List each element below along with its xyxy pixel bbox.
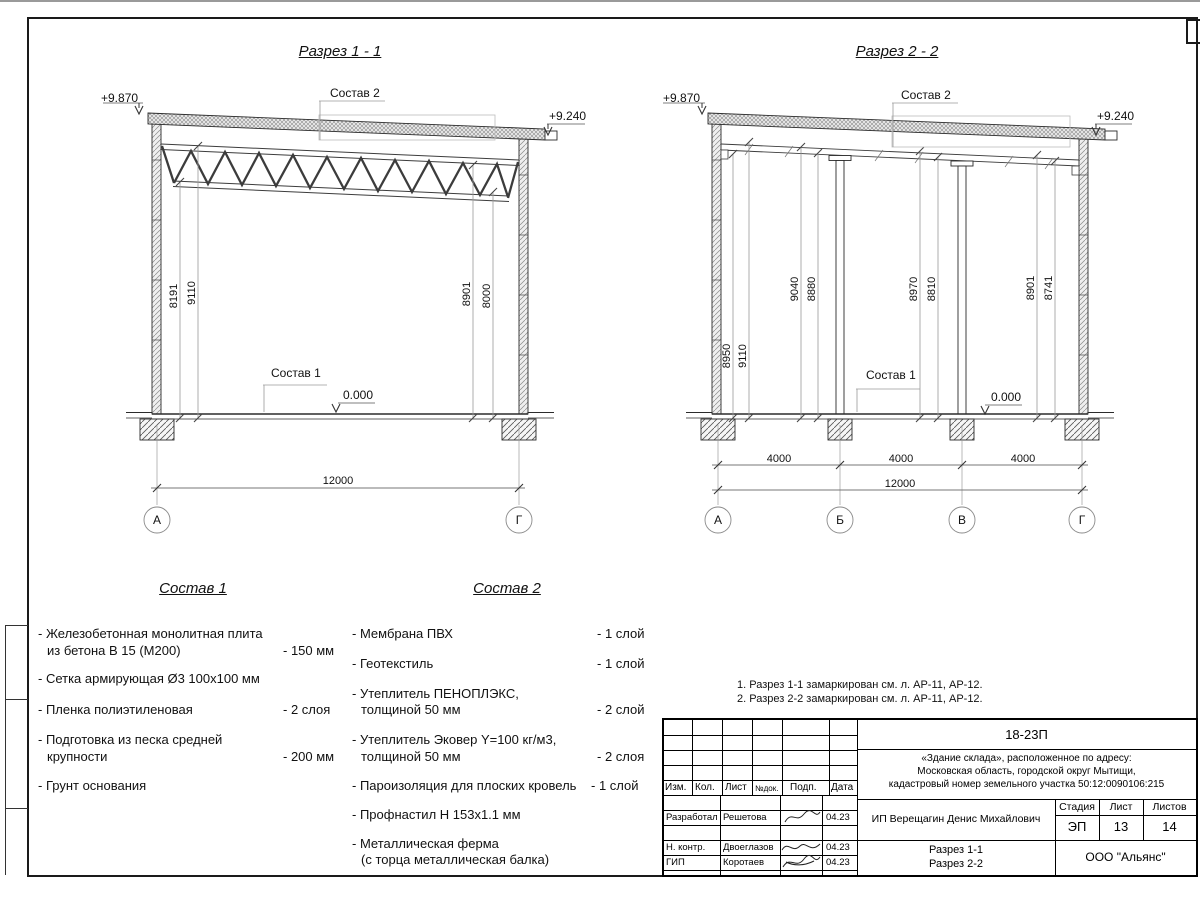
stage-value: ЭП	[1067, 819, 1087, 834]
zero-mark-label: 0.000	[343, 388, 374, 402]
margin-strip-divider	[5, 699, 28, 700]
sostav2-title: Состав 2	[473, 580, 541, 597]
list-item-value: - 1 слой	[597, 656, 645, 671]
span-dim-label: 4000	[766, 453, 792, 465]
axis-bubbles	[705, 507, 1095, 533]
margin-strip-line	[5, 625, 6, 875]
person-name: Решетова	[723, 812, 767, 823]
axis-bubble-label: Б	[836, 513, 844, 527]
axis-bubble-label: Г	[515, 513, 523, 527]
truss	[161, 144, 519, 202]
vertical-dim-label: 8950	[721, 343, 733, 369]
vertical-dim-label: 8191	[168, 283, 180, 309]
list-item-value: - 2 слой	[597, 702, 645, 717]
date-value: 04.23	[826, 812, 850, 823]
floor-callout-leader	[263, 385, 327, 412]
vertical-dim-label: 8000	[481, 283, 493, 309]
list-item: - Металлическая ферма	[352, 836, 499, 851]
margin-strip-divider	[5, 808, 28, 809]
role-label: ГИП	[666, 857, 685, 868]
span-dim-label: 4000	[888, 453, 914, 465]
list-item: - Железобетонная монолитная плита	[38, 626, 263, 641]
person-name: Коротаев	[723, 857, 765, 868]
vertical-dim-label: 8880	[806, 276, 818, 302]
list-item: из бетона В 15 (М200)	[47, 643, 181, 658]
section2-title: Разрез 2 - 2	[855, 43, 939, 60]
list-item: крупности	[47, 749, 108, 764]
axis-bubble-label: А	[152, 513, 161, 527]
roof-slab	[708, 113, 1117, 140]
foundations	[140, 419, 536, 440]
vertical-dim-lines	[180, 146, 493, 418]
date-value: 04.23	[826, 857, 850, 868]
total-dim-label: 12000	[322, 475, 354, 487]
section2-drawing	[660, 80, 1160, 545]
dim-ticks	[176, 142, 497, 422]
zero-mark-arrow	[981, 405, 1022, 414]
vertical-dim-label: 9040	[789, 276, 801, 302]
role-label: Н. контр.	[666, 842, 706, 853]
drawing-title-line: Разрез 2-2	[928, 858, 983, 870]
list-item-value: - 2 слоя	[597, 749, 645, 764]
zero-mark-label: 0.000	[991, 390, 1022, 404]
axis-bubble-label: А	[713, 513, 722, 527]
project-address-line: Московская область, городской округ Мытищи,	[917, 766, 1136, 777]
foundations	[701, 419, 1099, 440]
list-item-value: - 200 мм	[283, 749, 335, 764]
roof-callout-label: Состав 2	[330, 86, 380, 100]
list-item: - Геотекстиль	[352, 656, 434, 671]
note-line: 1. Разрез 1-1 замаркирован см. л. АР-11, АР-12.	[737, 679, 983, 691]
list-item-value: - 1 слой	[591, 778, 639, 793]
list-item: - Пленка полиэтиленовая	[38, 702, 193, 717]
axis-bubble-label: В	[957, 513, 966, 527]
list-item-value: - 2 слоя	[283, 702, 331, 717]
floor-callout-label: Состав 1	[271, 366, 321, 380]
list-item: - Профнастил Н 153х1.1 мм	[352, 807, 521, 822]
sheet-top-edge	[0, 0, 1200, 2]
sostav1-title: Состав 1	[159, 580, 227, 597]
role-label: Разработал	[666, 812, 718, 823]
roof-callout-label: Состав 2	[901, 88, 951, 102]
col-header-list: Лист	[725, 782, 747, 793]
col-header-data: Дата	[831, 782, 854, 793]
company-name: ООО "Альянс"	[1085, 850, 1166, 864]
list-item: - Подготовка из песка средней	[38, 732, 223, 747]
col-header-izm: Изм.	[665, 782, 687, 793]
vertical-dim-label: 9110	[737, 344, 749, 368]
vertical-dim-label: 9110	[186, 281, 198, 305]
margin-strip-divider	[5, 625, 28, 626]
total-dim-label: 12000	[884, 478, 916, 490]
floor-slab	[126, 413, 554, 420]
list-item: - Грунт основания	[38, 778, 147, 793]
drawing-title-line: Разрез 1-1	[928, 844, 983, 856]
col-header-podp: Подп.	[790, 782, 817, 793]
list-item: - Мембрана ПВХ	[352, 626, 453, 641]
floor-callout-label: Состав 1	[866, 368, 916, 382]
corner-stamp-box	[1186, 19, 1200, 44]
elevation-label: +9.870	[101, 91, 139, 105]
list-item: - Сетка армирующая Ø3 100х100 мм	[38, 671, 260, 686]
vertical-dim-label: 8901	[461, 281, 473, 307]
list-item-value: - 1 слой	[597, 626, 645, 641]
roof-beam	[721, 144, 1079, 175]
bottom-dimension	[151, 425, 525, 505]
list-item: - Утеплитель ПЕНОПЛЭКС,	[352, 686, 519, 701]
span-dim-label: 4000	[1010, 453, 1036, 465]
list-item: (с торца металлическая балка)	[361, 852, 550, 867]
roof-slab	[148, 113, 557, 140]
elevation-label: +9.870	[663, 91, 701, 105]
section1-title: Разрез 1 - 1	[298, 43, 382, 60]
walls	[152, 116, 528, 414]
sheet-number: 13	[1113, 819, 1129, 834]
doc-number: 18-23П	[1005, 727, 1048, 742]
vertical-dim-label: 8901	[1025, 275, 1037, 301]
person-name: Двоеглазов	[723, 842, 774, 853]
vertical-dim-label: 8810	[926, 276, 938, 302]
stage-label: Стадия	[1059, 801, 1095, 813]
sheet-label: Лист	[1109, 801, 1133, 813]
project-address-line: кадастровый номер земельного участка 50:12:0090106:215	[888, 779, 1165, 790]
list-item: - Пароизоляция для плоских кровель	[352, 778, 577, 793]
date-value: 04.23	[826, 842, 850, 853]
list-item: - Утеплитель Эковер Y=100 кг/м3,	[352, 732, 557, 747]
floor-callout-leader	[856, 389, 920, 412]
signature-icon	[782, 808, 822, 826]
sheets-total: 14	[1162, 819, 1177, 834]
list-item-value: - 150 мм	[283, 643, 335, 658]
zero-mark-arrow	[332, 403, 375, 412]
vertical-dim-label: 8970	[908, 276, 920, 302]
list-item: толщиной 50 мм	[361, 749, 461, 764]
client-name: ИП Верещагин Денис Михайлович	[871, 813, 1041, 825]
note-line: 2. Разрез 2-2 замаркирован см. л. АР-11, АР-12.	[737, 693, 983, 705]
floor-slab	[686, 413, 1114, 420]
col-header-ndok: №док.	[755, 784, 779, 793]
axis-bubble-label: Г	[1078, 513, 1086, 527]
signature-icon	[780, 852, 822, 872]
elevation-label: +9.240	[549, 109, 587, 123]
col-header-kol: Кол.	[695, 782, 715, 793]
axis-bubbles	[144, 507, 532, 533]
title-block	[662, 718, 1198, 877]
project-address-line: «Здание склада», расположенное по адресу:	[921, 753, 1132, 764]
sheets-total-label: Листов	[1152, 801, 1187, 813]
list-item: толщиной 50 мм	[361, 702, 461, 717]
vertical-dim-label: 8741	[1043, 275, 1055, 301]
elevation-label: +9.240	[1097, 109, 1135, 123]
